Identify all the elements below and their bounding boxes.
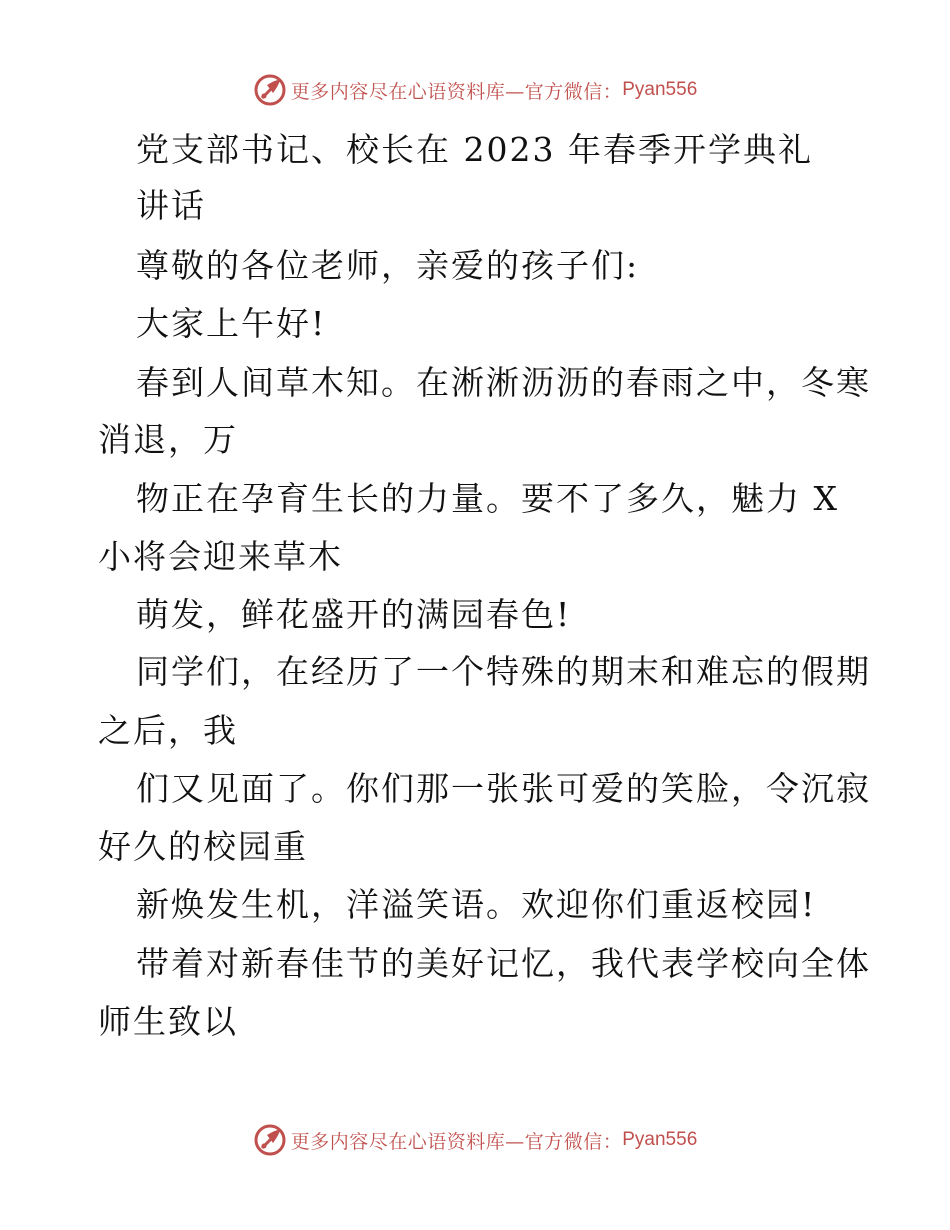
quill-logo-icon [253,1123,287,1157]
paragraph-line: 好久的校园重 [98,827,308,866]
watermark-text: 更多内容尽在心语资料库—官方微信： [290,1130,623,1153]
paragraph-line: 春到人间草木知。在淅淅沥沥的春雨之中，冬寒 [136,363,871,402]
watermark-wechat-id: Pyan556 [622,1129,698,1150]
paragraph-line: 师生致以 [98,1002,238,1041]
document-title-line-1: 党支部书记、校长在 2023 年春季开学典礼 [136,130,813,169]
paragraph-line: 带着对新春佳节的美好记忆，我代表学校向全体 [136,944,871,983]
paragraph-line: 们又见面了。你们那一张张可爱的笑脸，令沉寂 [136,769,871,808]
paragraph-line: 之后，我 [98,711,238,750]
watermark-text: 更多内容尽在心语资料库—官方微信： [290,80,623,103]
paragraph-line: 萌发，鲜花盛开的满园春色! [136,595,572,634]
document-title-line-2: 讲话 [136,186,206,225]
paragraph-line: 消退，万 [98,420,238,459]
quill-logo-icon [253,73,287,107]
paragraph-line: 小将会迎来草木 [98,537,343,576]
header-watermark [0,70,950,110]
paragraph-line: 物正在孕育生长的力量。要不了多久，魅力 X [136,479,839,518]
footer-watermark [0,1120,950,1160]
greeting: 大家上午好! [136,304,327,343]
paragraph-line: 同学们，在经历了一个特殊的期末和难忘的假期 [136,652,871,691]
watermark-wechat-id: Pyan556 [622,79,698,100]
salutation: 尊敬的各位老师，亲爱的孩子们: [136,246,640,285]
paragraph-line: 新焕发生机，洋溢笑语。欢迎你们重返校园! [136,885,817,924]
